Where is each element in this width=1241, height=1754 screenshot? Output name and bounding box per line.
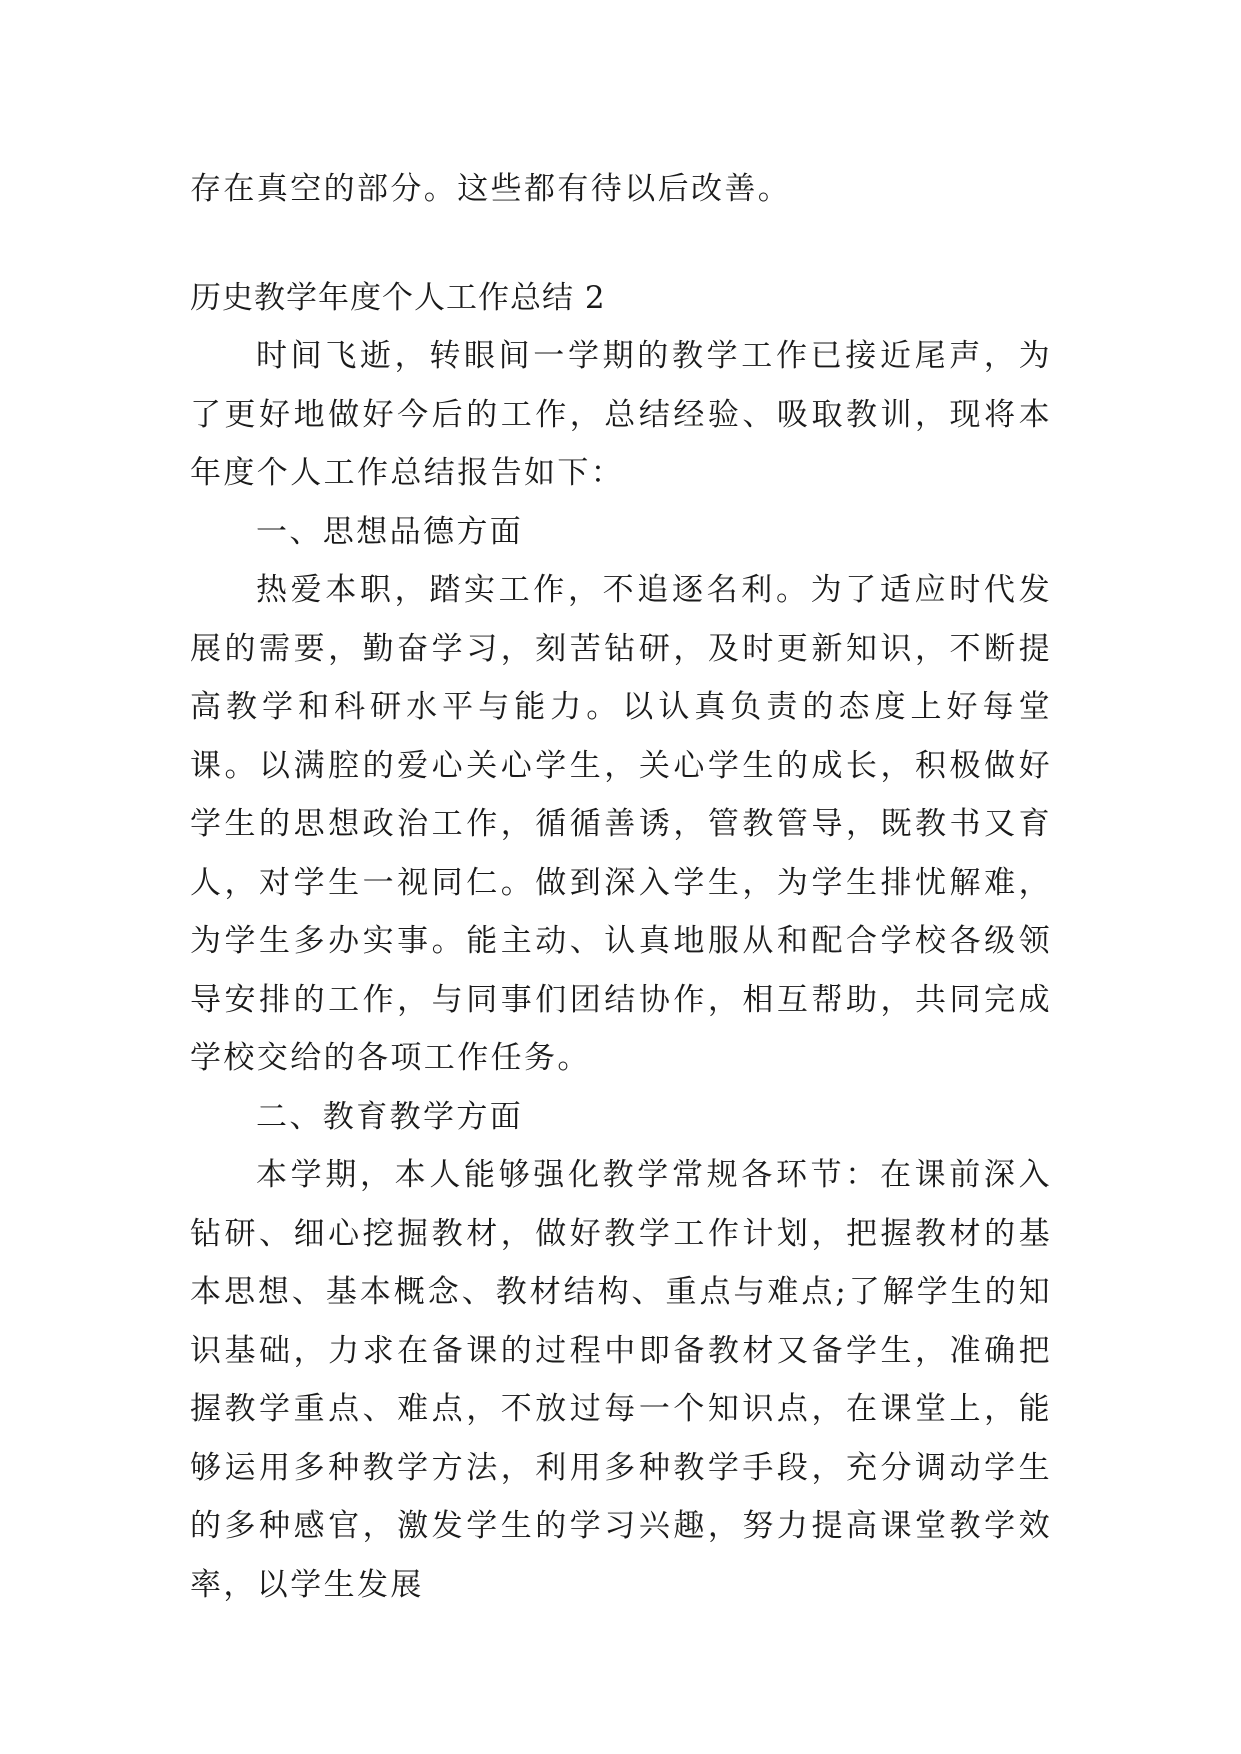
section-heading-teaching: 二、教育教学方面 — [256, 1098, 524, 1135]
document-title: 历史教学年度个人工作总结 2 — [190, 279, 606, 316]
section-heading-moral: 一、思想品德方面 — [256, 513, 524, 550]
intro-paragraph: 时间飞逝，转眼间一学期的教学工作已接近尾声，为了更好地做好今后的工作，总结经验、吸取教训，现将本年度个人工作总结报告如下： — [190, 338, 1052, 491]
section-body-moral: 热爱本职，踏实工作，不追逐名利。为了适应时代发展的需要，勤奋学习，刻苦钻研，及时更新知识，不断提高教学和科研水平与能力。以认真负责的态度上好每堂课。以满腔的爱心关心学生，关心学生的成长，积极做好学生的思想政治工作，循循善诱，管教管导，既教书又育人，对学生一视同仁。做到深入学生，为学生排忧解难，为学生多办实事。能主动、认真地服从和配合学校各级领导安排的工作，与同事们团结协作，相互帮助，共同完成学校交给的各项工作任务。 — [190, 572, 1052, 1076]
lead-paragraph: 存在真空的部分。这些都有待以后改善。 — [190, 171, 792, 207]
section-body-teaching: 本学期，本人能够强化教学常规各环节：在课前深入钻研、细心挖掘教材，做好教学工作计划，把握教材的基本思想、基本概念、教材结构、重点与难点;了解学生的知识基础，力求在备课的过程中即备教材又备学生，准确把握教学重点、难点，不放过每一个知识点，在课堂上，能够运用多种教学方法，利用多种教学手段，充分调动学生的多种感官，激发学生的学习兴趣，努力提高课堂教学效率，以学生发展 — [190, 1157, 1052, 1603]
document-body — [190, 160, 1052, 1614]
